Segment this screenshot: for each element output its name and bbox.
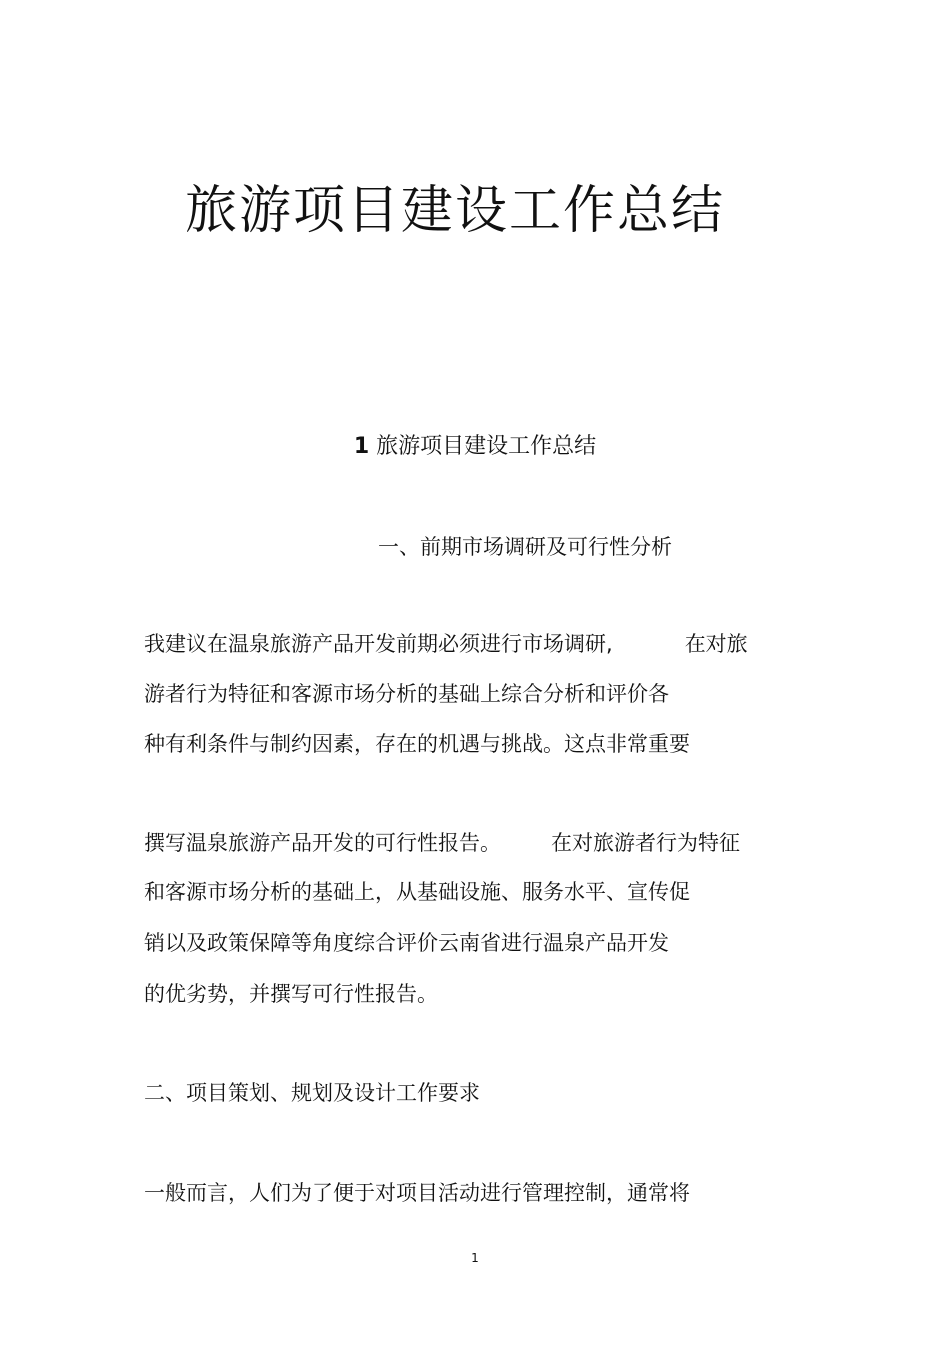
- paragraph-2-line-3: 销以及政策保障等角度综合评价云南省进行温泉产品开发: [144, 931, 669, 955]
- subtitle-text: 旅游项目建设工作总结: [376, 434, 597, 459]
- paragraph-2-line-4: 的优劣势，并撰写可行性报告。: [144, 982, 438, 1006]
- paragraph-2-line-1-part-a: 撰写温泉旅游产品开发的可行性报告。: [144, 831, 501, 855]
- paragraph-1-line-1-part-a: 我建议在温泉旅游产品开发前期必须进行市场调研,: [144, 632, 613, 656]
- paragraph-2-line-1: [144, 828, 740, 858]
- section-heading-2: 二、项目策划、规划及设计工作要求: [144, 1081, 480, 1105]
- section-heading-1: 一、前期市场调研及可行性分析: [378, 535, 672, 559]
- document-subtitle: [0, 432, 950, 462]
- paragraph-1-line-1-part-b: 在对旅: [684, 632, 748, 656]
- paragraph-2-line-2: 和客源市场分析的基础上，从基础设施、服务水平、宣传促: [144, 880, 690, 904]
- subtitle-number: 1: [353, 434, 370, 459]
- paragraph-1-line-1: [144, 629, 748, 659]
- document-title: 旅游项目建设工作总结: [184, 181, 725, 241]
- paragraph-3-line-1: 一般而言，人们为了便于对项目活动进行管理控制，通常将: [144, 1181, 690, 1205]
- paragraph-1-line-2: 游者行为特征和客源市场分析的基础上综合分析和评价各: [144, 682, 669, 706]
- page-number: 1: [471, 1251, 479, 1265]
- paragraph-1-line-3: 种有利条件与制约因素，存在的机遇与挑战。这点非常重要: [144, 732, 690, 756]
- paragraph-2-line-1-part-b: 在对旅游者行为特征: [551, 831, 740, 855]
